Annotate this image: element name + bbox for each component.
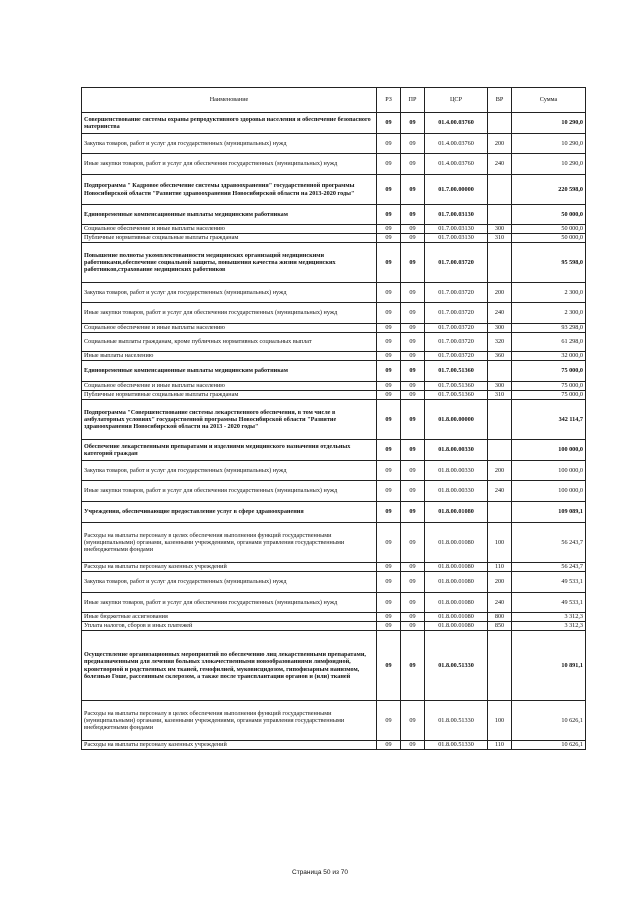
cell-vr: 300 [488, 324, 512, 333]
cell-rz: 09 [377, 563, 401, 572]
cell-rz: 09 [377, 481, 401, 502]
cell-csr: 01.7.00.03720 [425, 324, 488, 333]
cell-pr: 09 [401, 631, 425, 701]
cell-name: Социальное обеспечение и иные выплаты населению [82, 225, 377, 234]
table-row [82, 154, 586, 175]
cell-rz: 09 [377, 361, 401, 382]
table-row [82, 593, 586, 613]
cell-rz: 09 [377, 701, 401, 741]
cell-rz: 09 [377, 333, 401, 352]
cell-pr: 09 [401, 400, 425, 440]
cell-csr: 01.4.00.03760 [425, 113, 488, 134]
cell-rz: 09 [377, 283, 401, 303]
table-row [82, 440, 586, 461]
cell-csr: 01.7.00.03130 [425, 225, 488, 234]
cell-name: Единовременные компенсационные выплаты медицинским работникам [82, 205, 377, 225]
cell-pr: 09 [401, 205, 425, 225]
cell-vr: 240 [488, 154, 512, 175]
cell-pr: 09 [401, 593, 425, 613]
cell-sum: 10 626,1 [512, 701, 586, 741]
cell-csr: 01.7.00.03720 [425, 303, 488, 324]
cell-vr: 300 [488, 225, 512, 234]
cell-vr: 240 [488, 593, 512, 613]
cell-pr: 09 [401, 613, 425, 622]
cell-rz: 09 [377, 352, 401, 361]
cell-csr: 01.8.00.01080 [425, 622, 488, 631]
cell-pr: 09 [401, 361, 425, 382]
cell-name: Осуществление организационных мероприятий по обеспечению лиц лекарственными препаратами, предназначенными для лечения больных злокачественными новообразованиями лимфоидной, кроветворной и родственных им тканей, гемофилией, муковисцидозом, гипофизарным нанизмом, болезнью Гоше, рассеянным склерозом, а также после трансплантации органов и (или) тканей [82, 631, 377, 701]
cell-vr: 200 [488, 283, 512, 303]
cell-sum: 10 290,0 [512, 134, 586, 154]
cell-vr: 100 [488, 701, 512, 741]
cell-sum: 100 000,0 [512, 461, 586, 481]
cell-sum: 342 114,7 [512, 400, 586, 440]
cell-rz: 09 [377, 400, 401, 440]
cell-pr: 09 [401, 243, 425, 283]
cell-rz: 09 [377, 622, 401, 631]
cell-vr: 200 [488, 572, 512, 593]
cell-csr: 01.8.00.01080 [425, 502, 488, 523]
cell-name: Расходы на выплаты персоналу казенных учреждений [82, 563, 377, 572]
cell-sum: 32 000,0 [512, 352, 586, 361]
table-row [82, 572, 586, 593]
cell-pr: 09 [401, 225, 425, 234]
cell-csr: 01.7.00.03720 [425, 243, 488, 283]
cell-pr: 09 [401, 154, 425, 175]
cell-rz: 09 [377, 382, 401, 391]
cell-sum: 100 000,0 [512, 481, 586, 502]
cell-name: Иные бюджетные ассигнования [82, 613, 377, 622]
cell-name: Закупка товаров, работ и услуг для государственных (муниципальных) нужд [82, 134, 377, 154]
cell-pr: 09 [401, 701, 425, 741]
table-row [82, 461, 586, 481]
cell-rz: 09 [377, 593, 401, 613]
cell-sum: 56 243,7 [512, 523, 586, 563]
cell-pr: 09 [401, 113, 425, 134]
table-row [82, 631, 586, 701]
cell-pr: 09 [401, 352, 425, 361]
cell-rz: 09 [377, 175, 401, 205]
cell-rz: 09 [377, 243, 401, 283]
cell-pr: 09 [401, 481, 425, 502]
cell-sum: 49 533,1 [512, 593, 586, 613]
table-row [82, 382, 586, 391]
cell-csr: 01.8.00.01080 [425, 572, 488, 593]
cell-pr: 09 [401, 324, 425, 333]
cell-vr [488, 243, 512, 283]
cell-sum: 50 000,0 [512, 205, 586, 225]
cell-name: Иные закупки товаров, работ и услуг для обеспечения государственных (муниципальных) нужд [82, 154, 377, 175]
table-row [82, 352, 586, 361]
cell-rz: 09 [377, 741, 401, 750]
cell-rz: 09 [377, 134, 401, 154]
cell-vr: 310 [488, 391, 512, 400]
cell-csr: 01.7.00.51360 [425, 391, 488, 400]
cell-pr: 09 [401, 741, 425, 750]
cell-name: Социальное обеспечение и иные выплаты населению [82, 382, 377, 391]
table-row [82, 283, 586, 303]
cell-name: Закупка товаров, работ и услуг для государственных (муниципальных) нужд [82, 572, 377, 593]
cell-sum: 75 000,0 [512, 391, 586, 400]
cell-pr: 09 [401, 382, 425, 391]
cell-name: Расходы на выплаты персоналу в целях обеспечения выполнения функций государственными (муниципальными) органами, казенными учреждениями, органами управления государственными внебюджетными фондами [82, 701, 377, 741]
cell-pr: 09 [401, 391, 425, 400]
page-number: Страница 50 из 70 [292, 869, 348, 876]
cell-csr: 01.7.00.03720 [425, 333, 488, 352]
table-row [82, 481, 586, 502]
cell-sum: 75 000,0 [512, 382, 586, 391]
cell-name: Социальные выплаты гражданам, кроме публичных нормативных социальных выплат [82, 333, 377, 352]
cell-pr: 09 [401, 622, 425, 631]
cell-name: Социальное обеспечение и иные выплаты населению [82, 324, 377, 333]
cell-sum: 61 298,0 [512, 333, 586, 352]
cell-csr: 01.7.00.03130 [425, 205, 488, 225]
table-row [82, 234, 586, 243]
cell-csr: 01.8.00.01080 [425, 613, 488, 622]
table-row [82, 225, 586, 234]
cell-vr: 320 [488, 333, 512, 352]
cell-csr: 01.8.00.00330 [425, 481, 488, 502]
cell-name: Повышение полноты укомплектованности медицинских организаций медицинскими работниками,обеспечение социальной защиты, повышения качества жизни медицинских работников,страхование медицинских работников [82, 243, 377, 283]
cell-csr: 01.8.00.51330 [425, 631, 488, 701]
cell-rz: 09 [377, 502, 401, 523]
cell-pr: 09 [401, 175, 425, 205]
cell-rz: 09 [377, 461, 401, 481]
cell-vr: 110 [488, 741, 512, 750]
cell-csr: 01.7.00.03720 [425, 352, 488, 361]
cell-csr: 01.7.00.03720 [425, 283, 488, 303]
table-row [82, 303, 586, 324]
cell-vr: 100 [488, 523, 512, 563]
cell-rz: 09 [377, 572, 401, 593]
cell-rz: 09 [377, 303, 401, 324]
table-row [82, 333, 586, 352]
table-row [82, 361, 586, 382]
cell-csr: 01.8.00.00330 [425, 440, 488, 461]
cell-sum: 50 000,0 [512, 225, 586, 234]
cell-vr [488, 361, 512, 382]
cell-sum: 50 000,0 [512, 234, 586, 243]
cell-rz: 09 [377, 154, 401, 175]
cell-pr: 09 [401, 134, 425, 154]
cell-csr: 01.4.00.03760 [425, 154, 488, 175]
cell-name: Публичные нормативные социальные выплаты гражданам [82, 391, 377, 400]
cell-sum: 10 626,1 [512, 741, 586, 750]
cell-sum: 93 298,0 [512, 324, 586, 333]
cell-rz: 09 [377, 205, 401, 225]
cell-pr: 09 [401, 303, 425, 324]
header-name: Наименование [82, 88, 377, 113]
cell-name: Уплата налогов, сборов и иных платежей [82, 622, 377, 631]
cell-vr [488, 205, 512, 225]
cell-pr: 09 [401, 440, 425, 461]
header-sum: Сумма [512, 88, 586, 113]
table-row [82, 502, 586, 523]
table-row [82, 324, 586, 333]
cell-vr: 240 [488, 303, 512, 324]
cell-vr [488, 400, 512, 440]
cell-name: Закупка товаров, работ и услуг для государственных (муниципальных) нужд [82, 461, 377, 481]
cell-rz: 09 [377, 234, 401, 243]
cell-sum: 10 290,0 [512, 113, 586, 134]
table-row [82, 243, 586, 283]
cell-csr: 01.8.00.51330 [425, 741, 488, 750]
cell-rz: 09 [377, 113, 401, 134]
cell-sum: 2 300,0 [512, 303, 586, 324]
cell-csr: 01.8.00.00000 [425, 400, 488, 440]
cell-pr: 09 [401, 563, 425, 572]
cell-csr: 01.7.00.03130 [425, 234, 488, 243]
cell-pr: 09 [401, 234, 425, 243]
cell-name: Публичные нормативные социальные выплаты гражданам [82, 234, 377, 243]
cell-pr: 09 [401, 333, 425, 352]
cell-vr: 300 [488, 382, 512, 391]
cell-name: Единовременные компенсационные выплаты медицинским работникам [82, 361, 377, 382]
cell-csr: 01.8.00.51330 [425, 701, 488, 741]
cell-name: Иные закупки товаров, работ и услуг для обеспечения государственных (муниципальных) нужд [82, 481, 377, 502]
cell-pr: 09 [401, 502, 425, 523]
cell-sum: 2 300,0 [512, 283, 586, 303]
cell-pr: 09 [401, 523, 425, 563]
cell-vr: 850 [488, 622, 512, 631]
cell-csr: 01.7.00.51360 [425, 382, 488, 391]
cell-rz: 09 [377, 631, 401, 701]
cell-name: Иные закупки товаров, работ и услуг для обеспечения государственных (муниципальных) нужд [82, 593, 377, 613]
cell-vr: 110 [488, 563, 512, 572]
header-vr: ВР [488, 88, 512, 113]
cell-name: Расходы на выплаты персоналу в целях обеспечения выполнения функций государственными (муниципальными) органами, казенными учреждениями, органами управления государственными внебюджетными фондами [82, 523, 377, 563]
table-body [82, 113, 586, 750]
cell-pr: 09 [401, 461, 425, 481]
cell-csr: 01.8.00.01080 [425, 593, 488, 613]
table-row [82, 113, 586, 134]
cell-vr [488, 175, 512, 205]
table-row [82, 701, 586, 741]
table-row [82, 391, 586, 400]
cell-sum: 220 598,0 [512, 175, 586, 205]
cell-csr: 01.7.00.00000 [425, 175, 488, 205]
cell-rz: 09 [377, 440, 401, 461]
table-row [82, 563, 586, 572]
cell-vr: 800 [488, 613, 512, 622]
cell-name: Закупка товаров, работ и услуг для государственных (муниципальных) нужд [82, 283, 377, 303]
cell-name: Иные закупки товаров, работ и услуг для обеспечения государственных (муниципальных) нужд [82, 303, 377, 324]
cell-sum: 10 891,1 [512, 631, 586, 701]
cell-csr: 01.4.00.03760 [425, 134, 488, 154]
cell-name: Расходы на выплаты персоналу казенных учреждений [82, 741, 377, 750]
cell-vr: 310 [488, 234, 512, 243]
cell-sum: 75 000,0 [512, 361, 586, 382]
table-row [82, 205, 586, 225]
table-row [82, 613, 586, 622]
cell-vr [488, 113, 512, 134]
cell-name: Подпрограмма " Кадровое обеспечение системы здравоохранения" государственной программы Новосибирской области "Развитие здравоохранения Новосибирской области на 2013-2020 годы" [82, 175, 377, 205]
cell-sum: 100 000,0 [512, 440, 586, 461]
budget-table [81, 87, 586, 750]
cell-sum: 3 312,3 [512, 622, 586, 631]
cell-rz: 09 [377, 391, 401, 400]
cell-vr: 240 [488, 481, 512, 502]
table-header-row [82, 88, 586, 113]
cell-name: Учреждения, обеспечивающие предоставление услуг в сфере здравоохранения [82, 502, 377, 523]
cell-rz: 09 [377, 324, 401, 333]
cell-name: Обеспечение лекарственными препаратами и изделиями медицинского назначения отдельных категорий граждан [82, 440, 377, 461]
cell-sum: 49 533,1 [512, 572, 586, 593]
cell-rz: 09 [377, 225, 401, 234]
cell-csr: 01.8.00.00330 [425, 461, 488, 481]
header-pr: ПР [401, 88, 425, 113]
cell-sum: 3 312,3 [512, 613, 586, 622]
cell-vr [488, 631, 512, 701]
cell-vr [488, 502, 512, 523]
table-row [82, 400, 586, 440]
table-row [82, 523, 586, 563]
cell-rz: 09 [377, 613, 401, 622]
table-row [82, 175, 586, 205]
cell-name: Подпрограмма "Совершенствование системы лекарственного обеспечения, в том числе в амбулаторных условиях" государственной программы Новосибирской области "Развитие здравоохранения Новосибирской области на 2013 - 2020 годы" [82, 400, 377, 440]
header-csr: ЦСР [425, 88, 488, 113]
cell-sum: 56 243,7 [512, 563, 586, 572]
table-row [82, 741, 586, 750]
cell-csr: 01.8.00.01080 [425, 563, 488, 572]
cell-sum: 10 290,0 [512, 154, 586, 175]
cell-pr: 09 [401, 283, 425, 303]
cell-name: Совершенствование системы охраны репродуктивного здоровья населения и обеспечение безопасного материнства [82, 113, 377, 134]
cell-sum: 109 089,1 [512, 502, 586, 523]
cell-vr: 200 [488, 461, 512, 481]
cell-pr: 09 [401, 572, 425, 593]
cell-vr: 360 [488, 352, 512, 361]
cell-rz: 09 [377, 523, 401, 563]
table-row [82, 622, 586, 631]
header-rz: РЗ [377, 88, 401, 113]
table-row [82, 134, 586, 154]
cell-vr: 200 [488, 134, 512, 154]
cell-sum: 95 598,0 [512, 243, 586, 283]
cell-vr [488, 440, 512, 461]
cell-name: Иные выплаты населению [82, 352, 377, 361]
cell-csr: 01.7.00.51360 [425, 361, 488, 382]
cell-csr: 01.8.00.01080 [425, 523, 488, 563]
